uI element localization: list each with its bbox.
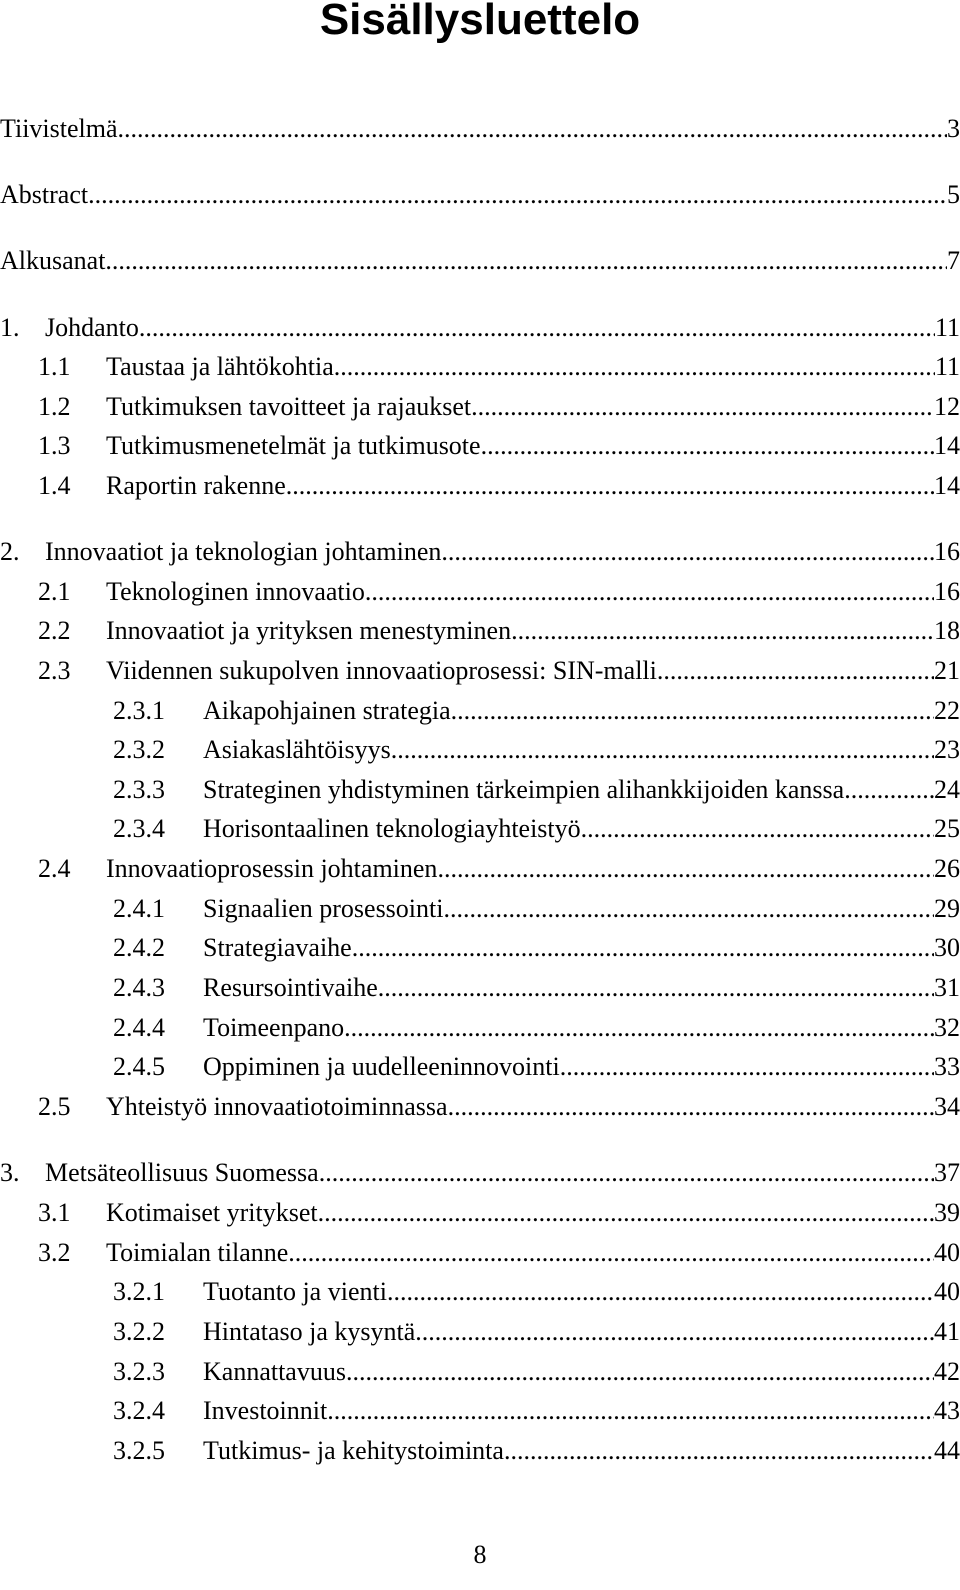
dot-leader: [443, 892, 934, 926]
toc-number: 2.4.4: [113, 1013, 165, 1042]
toc-entry-2-4[interactable]: [0, 852, 960, 886]
toc-label: Toimialan tilanne: [106, 1238, 289, 1267]
toc-number: 2.3.4: [113, 814, 165, 843]
toc-number: 3.2: [38, 1238, 71, 1267]
toc-entry-1-3[interactable]: [0, 429, 960, 463]
toc-label: Signaalien prosessointi: [203, 894, 444, 923]
toc-label: Toimeenpano: [203, 1013, 345, 1042]
toc-label: Teknologinen innovaatio: [106, 577, 365, 606]
toc-number: 3.2.3: [113, 1357, 165, 1386]
toc-label: Kotimaiset yritykset: [106, 1198, 318, 1227]
toc-entry-2-1[interactable]: [0, 575, 960, 609]
toc-number: 2.4.5: [113, 1052, 165, 1081]
toc-page: 31: [934, 973, 960, 1002]
toc-label: Yhteistyö innovaatiotoiminnassa: [106, 1092, 448, 1121]
toc-number: 2.4.3: [113, 973, 165, 1002]
toc-number: 2.1: [38, 577, 71, 606]
toc-label: Innovaatiot ja yrityksen menestyminen: [106, 616, 512, 645]
toc-number: 2.3.3: [113, 775, 165, 804]
toc-entry-2-4-2[interactable]: [0, 931, 960, 965]
dot-leader: [378, 971, 934, 1005]
toc-label: Oppiminen ja uudelleeninnovointi: [203, 1052, 560, 1081]
toc-label: Kannattavuus: [203, 1357, 346, 1386]
toc-entry-3-2-3[interactable]: [0, 1355, 960, 1389]
dot-leader: [327, 1394, 934, 1428]
toc-label: Alkusanat: [0, 246, 106, 275]
dot-leader: [88, 178, 947, 212]
toc-page: 7: [947, 246, 960, 275]
toc-label: Johdanto: [45, 313, 139, 342]
toc-page: 32: [934, 1013, 960, 1042]
toc-page: 26: [934, 854, 960, 883]
toc-entry-2-2[interactable]: [0, 614, 960, 648]
toc-page: 11: [934, 352, 960, 381]
dot-leader: [471, 390, 934, 424]
toc-label: Tutkimusmenetelmät ja tutkimusote: [106, 431, 481, 460]
dot-leader: [560, 1050, 934, 1084]
toc-number: 2.3.2: [113, 735, 165, 764]
dot-leader: [105, 244, 947, 278]
dot-leader: [511, 614, 934, 648]
toc-entry-tiivistelma[interactable]: [0, 112, 960, 146]
toc-number: 1.: [0, 313, 20, 342]
dot-leader: [504, 1434, 934, 1468]
dot-leader: [451, 694, 934, 728]
toc-entry-3-2-1[interactable]: [0, 1275, 960, 1309]
toc-number: 3.2.5: [113, 1436, 165, 1465]
toc-label: Aikapohjainen strategia: [203, 696, 451, 725]
toc-number: 3.2.1: [113, 1277, 165, 1306]
toc-page: 40: [934, 1238, 960, 1267]
toc-entry-2[interactable]: [0, 535, 960, 569]
toc-number: 3.2.4: [113, 1396, 165, 1425]
toc-entry-2-4-5[interactable]: [0, 1050, 960, 1084]
dot-leader: [288, 1236, 934, 1270]
dot-leader: [286, 469, 934, 503]
toc-number: 3.1: [38, 1198, 71, 1227]
dot-leader: [352, 931, 934, 965]
toc-page: 25: [934, 814, 960, 843]
toc-page: 24: [934, 775, 960, 804]
toc-page: 34: [934, 1092, 960, 1121]
toc-entry-2-4-4[interactable]: [0, 1011, 960, 1045]
toc-entry-3-2-4[interactable]: [0, 1394, 960, 1428]
toc-entry-3-2[interactable]: [0, 1236, 960, 1270]
toc-label: Metsäteollisuus Suomessa: [45, 1158, 319, 1187]
toc-number: 1.3: [38, 431, 71, 460]
dot-leader: [346, 1355, 934, 1389]
toc-label: Investoinnit: [203, 1396, 328, 1425]
toc-entry-3-1[interactable]: [0, 1196, 960, 1230]
toc-page: 12: [934, 392, 960, 421]
dot-leader: [441, 535, 934, 569]
toc-entry-2-3-4[interactable]: [0, 812, 960, 846]
toc-label: Innovaatiot ja teknologian johtaminen: [45, 537, 442, 566]
toc-entry-2-4-1[interactable]: [0, 892, 960, 926]
toc-number: 3.: [0, 1158, 20, 1187]
toc-entry-2-3[interactable]: [0, 654, 960, 688]
toc-label: Asiakaslähtöisyys: [203, 735, 391, 764]
toc-page: 22: [934, 696, 960, 725]
toc-page: 33: [934, 1052, 960, 1081]
dot-leader: [139, 311, 935, 345]
dot-leader: [365, 575, 934, 609]
toc-entry-alkusanat[interactable]: [0, 244, 960, 278]
toc-page: 18: [934, 616, 960, 645]
toc-page: 42: [934, 1357, 960, 1386]
toc-page: 29: [934, 894, 960, 923]
toc-page: 40: [934, 1277, 960, 1306]
dot-leader: [344, 1011, 934, 1045]
toc-entry-1-1[interactable]: [0, 350, 960, 384]
dot-leader: [437, 852, 934, 886]
toc-entry-2-3-1[interactable]: [0, 694, 960, 728]
toc-label: Innovaatioprosessin johtaminen: [106, 854, 438, 883]
dot-leader: [415, 1315, 934, 1349]
toc-number: 2.3: [38, 656, 71, 685]
toc-number: 2.4.1: [113, 894, 165, 923]
toc-entry-3[interactable]: [0, 1156, 960, 1190]
toc-label: Resursointivaihe: [203, 973, 378, 1002]
toc-page: 16: [934, 537, 960, 566]
toc-label: Strateginen yhdistyminen tärkeimpien alihankkijoiden kanssa: [203, 775, 845, 804]
page-number: 8: [473, 1540, 487, 1569]
toc-label: Tutkimus- ja kehitystoiminta: [203, 1436, 504, 1465]
toc-entry-3-2-5[interactable]: [0, 1434, 960, 1468]
toc-label: Raportin rakenne: [106, 471, 286, 500]
dot-leader: [118, 112, 947, 146]
toc-label: Taustaa ja lähtökohtia: [106, 352, 334, 381]
toc-entry-2-3-2[interactable]: [0, 733, 960, 767]
dot-leader: [391, 733, 934, 767]
dot-leader: [448, 1090, 934, 1124]
dot-leader: [387, 1275, 934, 1309]
toc-page: 23: [934, 735, 960, 764]
toc-entry-1-4[interactable]: [0, 469, 960, 503]
dot-leader: [319, 1156, 934, 1190]
toc-label: Strategiavaihe: [203, 933, 352, 962]
toc-page: 16: [934, 577, 960, 606]
toc-number: 2.4.2: [113, 933, 165, 962]
dot-leader: [581, 812, 934, 846]
toc-entry-abstract[interactable]: [0, 178, 960, 212]
toc-page: 41: [934, 1317, 960, 1346]
toc-entry-3-2-2[interactable]: [0, 1315, 960, 1349]
dot-leader: [481, 429, 934, 463]
toc-page: 5: [947, 180, 960, 209]
toc-number: 3.2.2: [113, 1317, 165, 1346]
toc-number: 1.2: [38, 392, 71, 421]
toc-number: 2.2: [38, 616, 71, 645]
toc-entry-1[interactable]: [0, 311, 960, 345]
toc-label: Tutkimuksen tavoitteet ja rajaukset: [106, 392, 472, 421]
dot-leader: [657, 654, 934, 688]
toc-label: Abstract: [0, 180, 89, 209]
toc-number: 2.: [0, 537, 20, 566]
toc-number: 2.3.1: [113, 696, 165, 725]
toc-label: Tiivistelmä: [0, 114, 118, 143]
toc-number: 2.4: [38, 854, 71, 883]
toc-page: 37: [934, 1158, 960, 1187]
toc-page: 11: [934, 313, 960, 342]
toc-page: 3: [947, 114, 960, 143]
toc-entry-2-5[interactable]: [0, 1090, 960, 1124]
toc-entry-1-2[interactable]: [0, 390, 960, 424]
toc-label: Tuotanto ja vienti: [203, 1277, 387, 1306]
toc-page: 44: [934, 1436, 960, 1465]
toc-page: 14: [934, 471, 960, 500]
toc-entry-2-4-3[interactable]: [0, 971, 960, 1005]
page-title: Sisällysluettelo: [319, 0, 641, 44]
toc-page: 21: [934, 656, 960, 685]
toc-number: 1.1: [38, 352, 71, 381]
toc-page: 39: [934, 1198, 960, 1227]
toc-number: 1.4: [38, 471, 71, 500]
toc-label: Hintataso ja kysyntä: [203, 1317, 416, 1346]
dot-leader: [318, 1196, 934, 1230]
toc-label: Viidennen sukupolven innovaatioprosessi: SIN-malli: [106, 656, 657, 685]
dot-leader: [844, 773, 934, 807]
toc-page: 43: [934, 1396, 960, 1425]
toc-number: 2.5: [38, 1092, 71, 1121]
toc-entry-2-3-3[interactable]: [0, 773, 960, 807]
toc-page: 14: [934, 431, 960, 460]
dot-leader: [334, 350, 935, 384]
toc-label: Horisontaalinen teknologiayhteistyö: [203, 814, 581, 843]
toc-page: 30: [934, 933, 960, 962]
